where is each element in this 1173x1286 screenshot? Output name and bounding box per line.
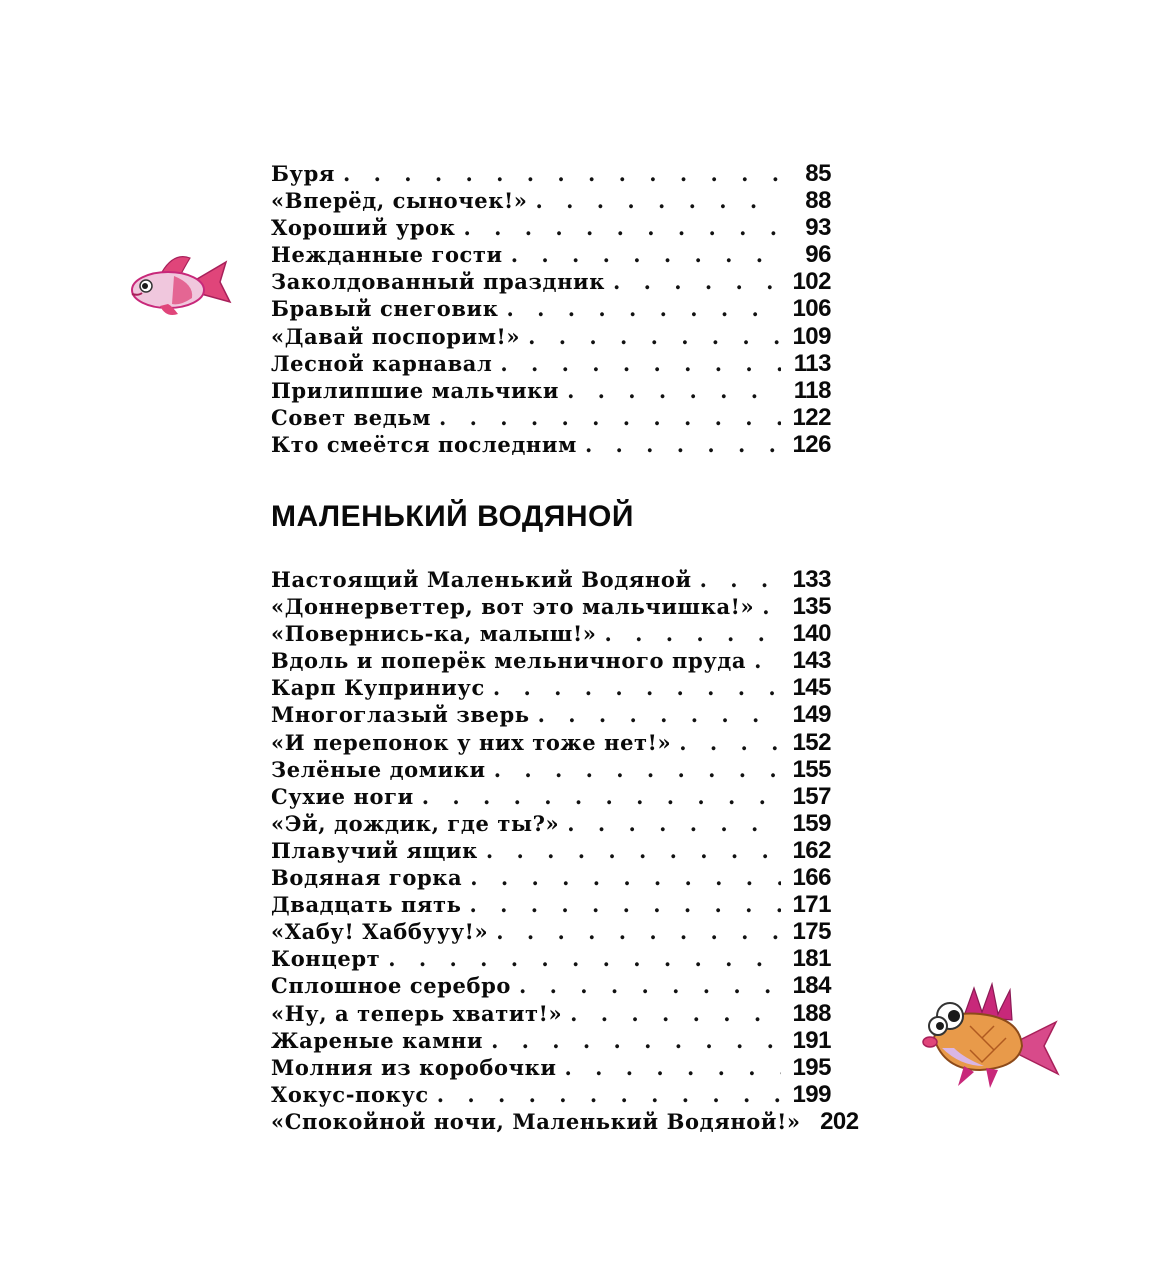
toc-entry-title: «Давай поспорим!» bbox=[271, 323, 521, 349]
dot-leader bbox=[422, 784, 781, 809]
toc-entry bbox=[271, 323, 831, 350]
toc-entry-page-number: 85 bbox=[805, 160, 831, 187]
toc-entry-title: Сплошное серебро bbox=[271, 973, 512, 999]
dot-leader bbox=[493, 675, 781, 700]
toc-entry bbox=[271, 620, 831, 647]
toc-entry bbox=[271, 377, 831, 404]
toc-entry-page-number: 109 bbox=[792, 322, 831, 350]
toc-entry-page-number: 93 bbox=[805, 214, 831, 242]
toc-entry bbox=[271, 1000, 831, 1027]
toc-entry-title: Нежданные гости bbox=[271, 242, 503, 268]
toc-entry-title: Концерт bbox=[271, 946, 381, 972]
toc-entry-title: Вдоль и поперёк мельничного пруда bbox=[271, 648, 747, 674]
toc-entry-page-number: 171 bbox=[792, 891, 831, 919]
toc-entry-title: «Ну, а теперь хватит!» bbox=[271, 1000, 563, 1026]
dot-leader bbox=[585, 432, 781, 457]
dot-leader bbox=[511, 242, 781, 267]
toc-entry-title: «Спокойной ночи, Маленький Водяной!» bbox=[271, 1108, 801, 1134]
toc-entry-page-number: 106 bbox=[792, 295, 831, 323]
toc-entry-title: Прилипшие мальчики bbox=[271, 377, 560, 403]
toc-entry-title: Молния из коробочки bbox=[271, 1054, 557, 1080]
toc-entry bbox=[271, 918, 831, 945]
toc-entry bbox=[271, 241, 831, 268]
dot-leader bbox=[491, 1028, 781, 1053]
toc-entry bbox=[271, 674, 831, 701]
toc-entry bbox=[271, 701, 831, 728]
toc-entry-page-number: 166 bbox=[792, 864, 831, 892]
dot-leader bbox=[343, 161, 781, 186]
toc-entry-page-number: 113 bbox=[793, 349, 831, 377]
toc-entry bbox=[271, 729, 831, 756]
toc-entry-title: «Повернись-ка, малыш!» bbox=[271, 621, 597, 647]
toc-entry-page-number: 102 bbox=[792, 268, 831, 296]
toc-entry-page-number: 191 bbox=[792, 1026, 831, 1054]
dot-leader bbox=[519, 973, 781, 998]
toc-entry-page-number: 149 bbox=[792, 701, 831, 729]
toc-entry bbox=[271, 783, 831, 810]
dot-leader bbox=[565, 1055, 781, 1080]
toc-entry-page-number: 122 bbox=[792, 403, 831, 431]
toc-entry bbox=[271, 350, 831, 377]
toc-entry bbox=[271, 566, 831, 593]
dot-leader bbox=[496, 919, 781, 944]
toc-entry-page-number: 133 bbox=[792, 566, 831, 593]
toc-entry bbox=[271, 837, 831, 864]
toc-entry-page-number: 202 bbox=[820, 1107, 859, 1135]
dot-leader bbox=[570, 1001, 781, 1026]
dot-leader bbox=[567, 378, 781, 403]
toc-entry-page-number: 135 bbox=[792, 593, 831, 621]
dot-leader bbox=[439, 405, 781, 430]
toc-entry bbox=[271, 945, 831, 972]
toc-entry bbox=[271, 593, 831, 620]
toc-entry bbox=[271, 160, 831, 187]
toc-entry-title: Совет ведьм bbox=[271, 404, 432, 430]
toc-entry-page-number: 88 bbox=[805, 187, 831, 215]
toc-entry-title: «Хабу! Хаббууу!» bbox=[271, 919, 489, 945]
toc-entry-title: «Вперёд, сыночек!» bbox=[271, 188, 528, 214]
dot-leader bbox=[470, 892, 781, 917]
dot-leader bbox=[528, 324, 781, 349]
toc-entry-page-number: 152 bbox=[792, 728, 831, 756]
toc-entry bbox=[271, 187, 831, 214]
toc-entry-page-number: 195 bbox=[792, 1053, 831, 1081]
toc-entry bbox=[271, 972, 831, 999]
dot-leader bbox=[700, 567, 781, 592]
dot-leader bbox=[762, 594, 781, 619]
dot-leader bbox=[388, 946, 781, 971]
toc-entry-title: Водяная горка bbox=[271, 865, 463, 891]
dot-leader bbox=[437, 1082, 781, 1107]
toc-entry bbox=[271, 864, 831, 891]
toc-entry-page-number: 143 bbox=[792, 647, 831, 675]
toc-entry-page-number: 181 bbox=[792, 945, 831, 973]
toc-entry bbox=[271, 756, 831, 783]
toc-entry bbox=[271, 295, 831, 322]
toc-entry-page-number: 157 bbox=[792, 782, 831, 810]
toc-entry bbox=[271, 268, 831, 295]
toc-entry-title: Хокус-покус bbox=[271, 1081, 429, 1107]
toc-entry bbox=[271, 891, 831, 918]
toc-entry-page-number: 199 bbox=[792, 1080, 831, 1108]
dot-leader bbox=[500, 351, 781, 376]
toc-entry-page-number: 126 bbox=[792, 430, 831, 458]
toc-entry-title: Зелёные домики bbox=[271, 756, 486, 782]
toc-entry-page-number: 155 bbox=[792, 755, 831, 783]
dot-leader bbox=[538, 702, 781, 727]
toc-entry bbox=[271, 431, 831, 458]
toc-entry bbox=[271, 404, 831, 431]
toc-entry-title: Лесной карнавал bbox=[271, 350, 493, 376]
dot-leader bbox=[536, 188, 781, 213]
toc-entry bbox=[271, 647, 831, 674]
toc-entry bbox=[271, 1054, 831, 1081]
toc-entry-title: Хороший урок bbox=[271, 215, 456, 241]
toc-entry bbox=[271, 1081, 831, 1108]
dot-leader bbox=[486, 838, 781, 863]
toc-entry-page-number: 140 bbox=[792, 620, 831, 648]
toc-entry-page-number: 159 bbox=[792, 809, 831, 837]
toc-entry-title: Бравый снеговик bbox=[271, 296, 499, 322]
toc-entry bbox=[271, 1027, 831, 1054]
toc-entry-page-number: 118 bbox=[793, 376, 831, 404]
section-heading: МАЛЕНЬКИЙ ВОДЯНОЙ bbox=[271, 500, 634, 533]
dot-leader bbox=[754, 648, 781, 673]
toc-entry bbox=[271, 1107, 859, 1135]
toc-entry-title: «И перепонок у них тоже нет!» bbox=[271, 729, 672, 755]
toc-entry-page-number: 188 bbox=[792, 999, 831, 1027]
toc-entry-title: «Доннерветтер, вот это мальчишка!» bbox=[271, 594, 755, 620]
toc-entry-title: Плавучий ящик bbox=[271, 837, 478, 863]
toc-entry-page-number: 145 bbox=[792, 674, 831, 702]
dot-leader bbox=[494, 757, 781, 782]
dot-leader bbox=[470, 865, 781, 890]
toc-entry-title: Карп Куприниус bbox=[271, 675, 485, 701]
toc-entry-title: Двадцать пять bbox=[271, 892, 462, 918]
toc-entry-page-number: 175 bbox=[792, 918, 831, 946]
toc-entry-title: Заколдованный праздник bbox=[271, 269, 605, 295]
dot-leader bbox=[679, 730, 781, 755]
toc-section-2 bbox=[271, 566, 859, 1135]
toc-entry-title: Многоглазый зверь bbox=[271, 702, 530, 728]
dot-leader bbox=[464, 215, 781, 240]
toc-entry-title: «Эй, дождик, где ты?» bbox=[271, 810, 560, 836]
toc-entry-title: Сухие ноги bbox=[271, 783, 414, 809]
goggle-eyed-fish-icon bbox=[920, 982, 1062, 1090]
dot-leader bbox=[567, 811, 781, 836]
toc-entry-title: Кто смеётся последним bbox=[271, 431, 577, 457]
dot-leader bbox=[613, 269, 781, 294]
pink-fish-icon bbox=[122, 248, 234, 324]
toc-entry-page-number: 162 bbox=[792, 836, 831, 864]
dot-leader bbox=[605, 621, 781, 646]
toc-entry-title: Настоящий Маленький Водяной bbox=[271, 567, 692, 592]
toc-section-1 bbox=[271, 160, 831, 458]
toc-entry bbox=[271, 810, 831, 837]
toc-entry-title: Буря bbox=[271, 161, 335, 186]
toc-entry bbox=[271, 214, 831, 241]
toc-entry-page-number: 184 bbox=[792, 972, 831, 1000]
dot-leader bbox=[507, 296, 782, 321]
toc-entry-page-number: 96 bbox=[805, 241, 831, 269]
toc-entry-title: Жареные камни bbox=[271, 1027, 484, 1053]
